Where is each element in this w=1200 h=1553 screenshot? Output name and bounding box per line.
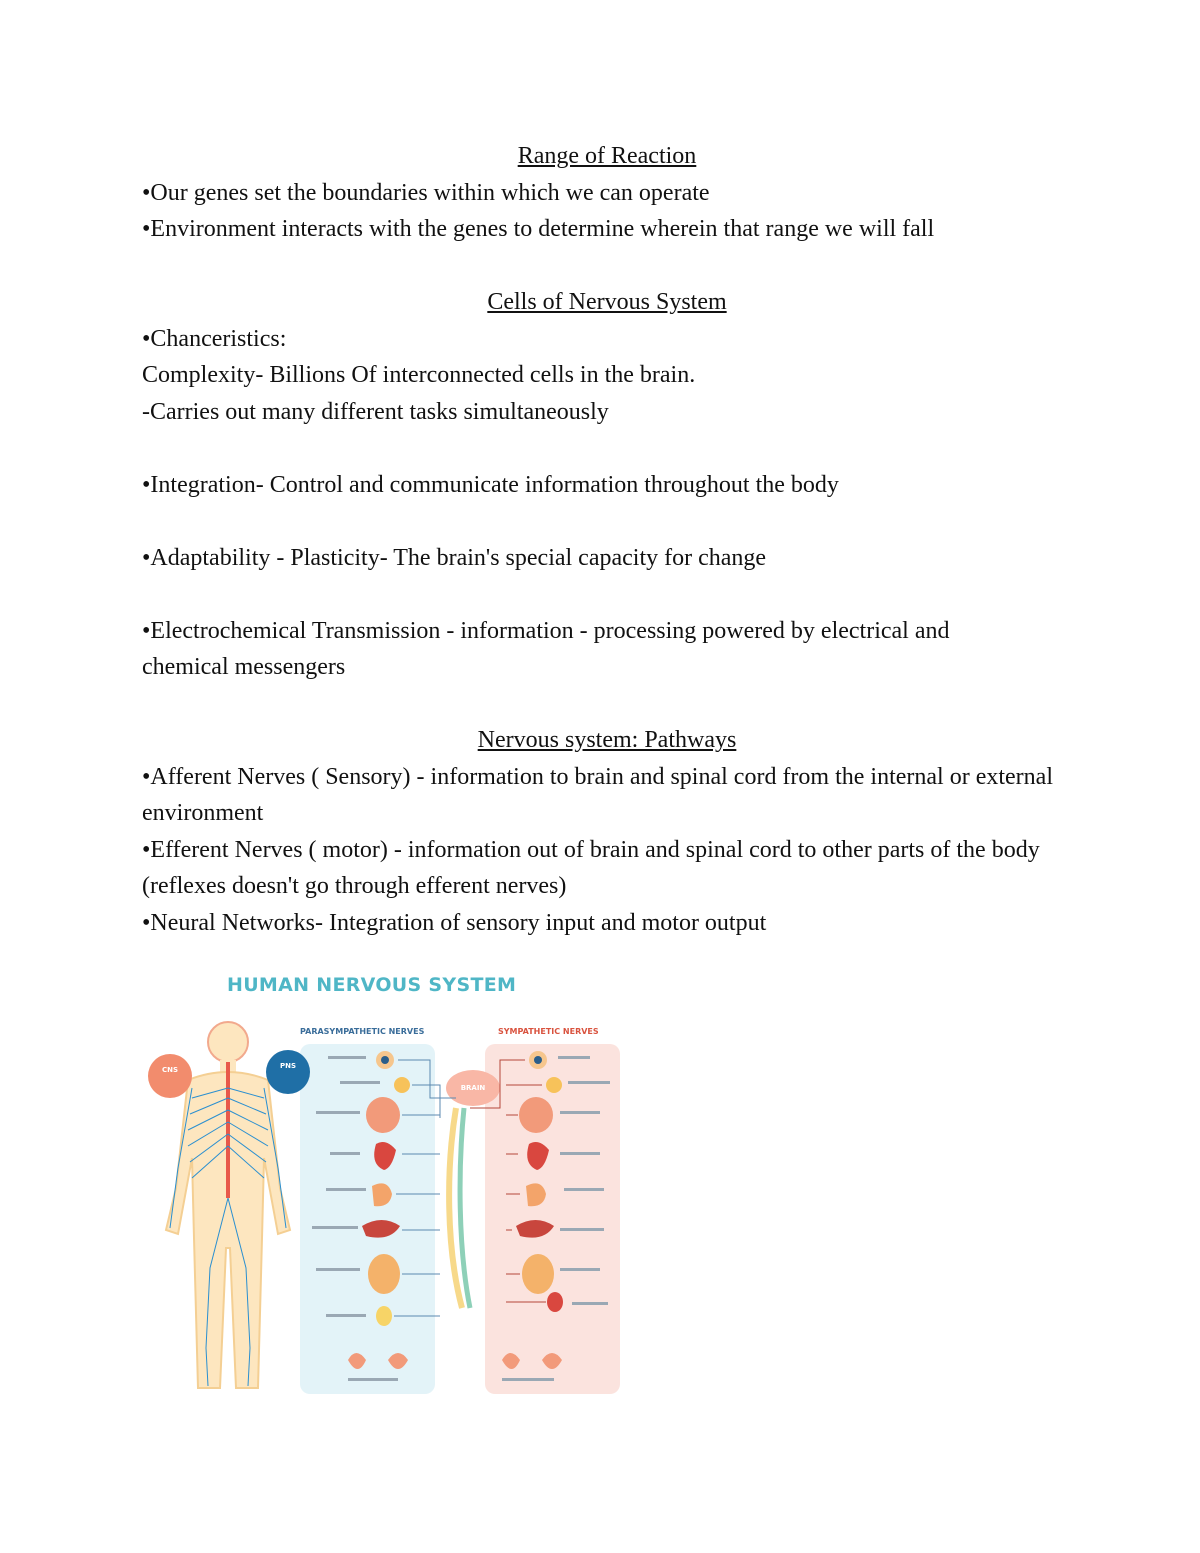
parasympathetic-panel	[300, 1044, 435, 1394]
bullet-line: •Integration- Control and communicate information throughout the body	[142, 471, 839, 498]
bullet-line: •Electrochemical Transmission - information - processing powered by electrical and chemical messengers	[142, 617, 950, 680]
sympathetic-panel	[485, 1044, 620, 1394]
text-line: -Carries out many different tasks simultaneously	[142, 398, 609, 425]
figure-title: HUMAN NERVOUS SYSTEM	[227, 974, 517, 996]
bullet-line: •Efferent Nerves ( motor) - information out of brain and spinal cord to other parts of the body (reflexes doesn't go through efferent nerves)	[142, 836, 1040, 899]
bullet-line: •Adaptability - Plasticity- The brain's special capacity for change	[142, 544, 767, 571]
brain-label: BRAIN	[460, 1084, 486, 1092]
section-heading-cells-of-nervous-system: Cells of Nervous System	[487, 289, 727, 315]
cns-badge	[148, 1054, 192, 1098]
bullet-line: •Neural Networks- Integration of sensory input and motor output	[142, 909, 767, 936]
bullet-line: •Afferent Nerves ( Sensory) - information to brain and spinal cord from the internal or external environment	[142, 763, 1053, 826]
bullet-line: •Our genes set the boundaries within which we can operate	[142, 179, 710, 206]
parasympathetic-label: PARASYMPATHETIC NERVES	[300, 1027, 425, 1036]
text-line: Complexity- Billions Of interconnected cells in the brain.	[142, 362, 696, 388]
pns-badge	[266, 1050, 310, 1094]
section-heading-nervous-system-pathways: Nervous system: Pathways	[477, 727, 737, 753]
pns-label: PNS	[279, 1062, 297, 1070]
bullet-line: •Environment interacts with the genes to determine wherein that range we will fall	[142, 216, 935, 242]
sympathetic-label: SYMPATHETIC NERVES	[498, 1027, 599, 1036]
cns-label: CNS	[161, 1066, 179, 1074]
bullet-line: •Chanceristics:	[142, 325, 287, 352]
nervous-system-diagram	[140, 968, 630, 1408]
nervous-system-figure	[140, 968, 630, 1408]
document-text	[142, 138, 1072, 941]
section-heading-range-of-reaction: Range of Reaction	[517, 143, 697, 169]
